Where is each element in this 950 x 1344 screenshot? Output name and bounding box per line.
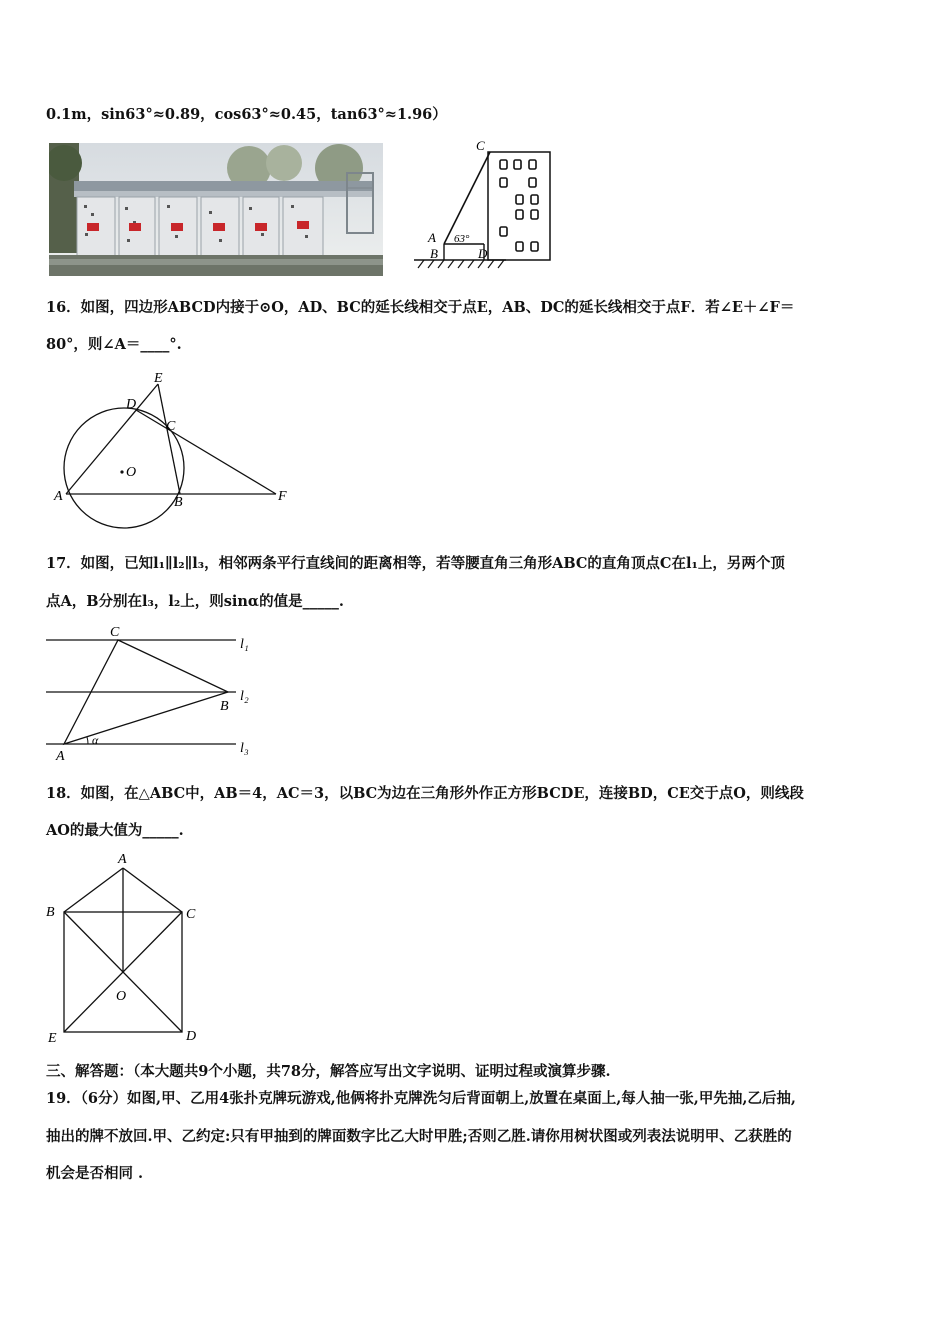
label-A: A — [118, 852, 127, 867]
line-AB — [64, 868, 123, 912]
label-O: O — [126, 465, 137, 480]
q16-line2: 80°，则∠A＝____°. — [46, 336, 182, 353]
label-A: A — [54, 489, 63, 504]
parallel-lines-diagram — [44, 624, 264, 764]
label-D: D — [186, 1029, 197, 1044]
label-B: B — [46, 905, 55, 920]
q19-line3: 机会是否相同 . — [46, 1165, 144, 1182]
label-l1: l₁ — [240, 637, 249, 652]
line-AC — [123, 868, 182, 912]
label-O: O — [116, 989, 127, 1004]
label-B: B — [220, 699, 229, 714]
label-B: B — [430, 246, 438, 261]
angle-label: 63° — [454, 233, 470, 245]
label-C: C — [476, 138, 485, 153]
line-AE — [66, 384, 158, 494]
q15-tail-text: 0.1m，sin63°≈0.89，cos63°≈0.45，tan63°≈1.96） — [46, 106, 447, 123]
label-C: C — [110, 625, 120, 640]
q17-line1: 17．如图，已知l₁∥l₂∥l₃，相邻两条平行直线间的距离相等，若等腰直角三角形ABC的直角顶点C在l₁上，另两个顶 — [46, 555, 785, 572]
label-D: D — [126, 397, 137, 412]
q18-line1: 18．如图，在△ABC中，AB＝4，AC＝3，以BC为边在三角形外作正方形BCDE，连接BD，CE交于点O，则线段 — [46, 785, 804, 802]
square-triangle-diagram — [44, 848, 214, 1046]
label-B: B — [174, 495, 183, 510]
label-F: F — [278, 489, 287, 504]
label-C: C — [166, 419, 176, 434]
label-A: A — [56, 749, 65, 764]
ladder-diagram — [410, 138, 560, 273]
label-C: C — [186, 907, 196, 922]
label-A: A — [428, 230, 436, 245]
label-l3: l₃ — [240, 741, 249, 756]
section3-heading: 三、解答题：（本大题共9个小题，共78分，解答应写出文字说明、证明过程或演算步骤. — [46, 1063, 611, 1080]
q18-line2: AO的最大值为_____. — [46, 822, 184, 839]
circle-quad-diagram — [50, 368, 300, 538]
line-DF — [136, 410, 276, 494]
building-outline — [488, 152, 550, 260]
label-D: D — [478, 246, 488, 261]
q16-line1: 16．如图，四边形ABCD内接于⊙O，AD、BC的延长线相交于点E，AB、DC的延长线相交于点F．若∠E＋∠F＝ — [46, 299, 795, 316]
q19-line2: 抽出的牌不放回.甲、乙约定:只有甲抽到的牌面数字比乙大时甲胜;否则乙胜.请你用树状图或列表法说明甲、乙获胜的 — [46, 1128, 792, 1145]
label-alpha: α — [92, 733, 99, 747]
ladder-line — [444, 152, 490, 244]
label-E: E — [48, 1031, 57, 1046]
building-photo — [49, 143, 383, 276]
label-l2: l₂ — [240, 689, 249, 704]
q19-line1: 19．（6分）如图,甲、乙用4张扑克牌玩游戏,他俩将扑克牌洗匀后背面朝上,放置在桌面上,每人抽一张,甲先抽,乙后抽, — [46, 1090, 796, 1107]
q17-line2: 点A，B分别在l₃，l₂上，则sinα的值是_____. — [46, 593, 344, 610]
label-E: E — [154, 371, 163, 386]
